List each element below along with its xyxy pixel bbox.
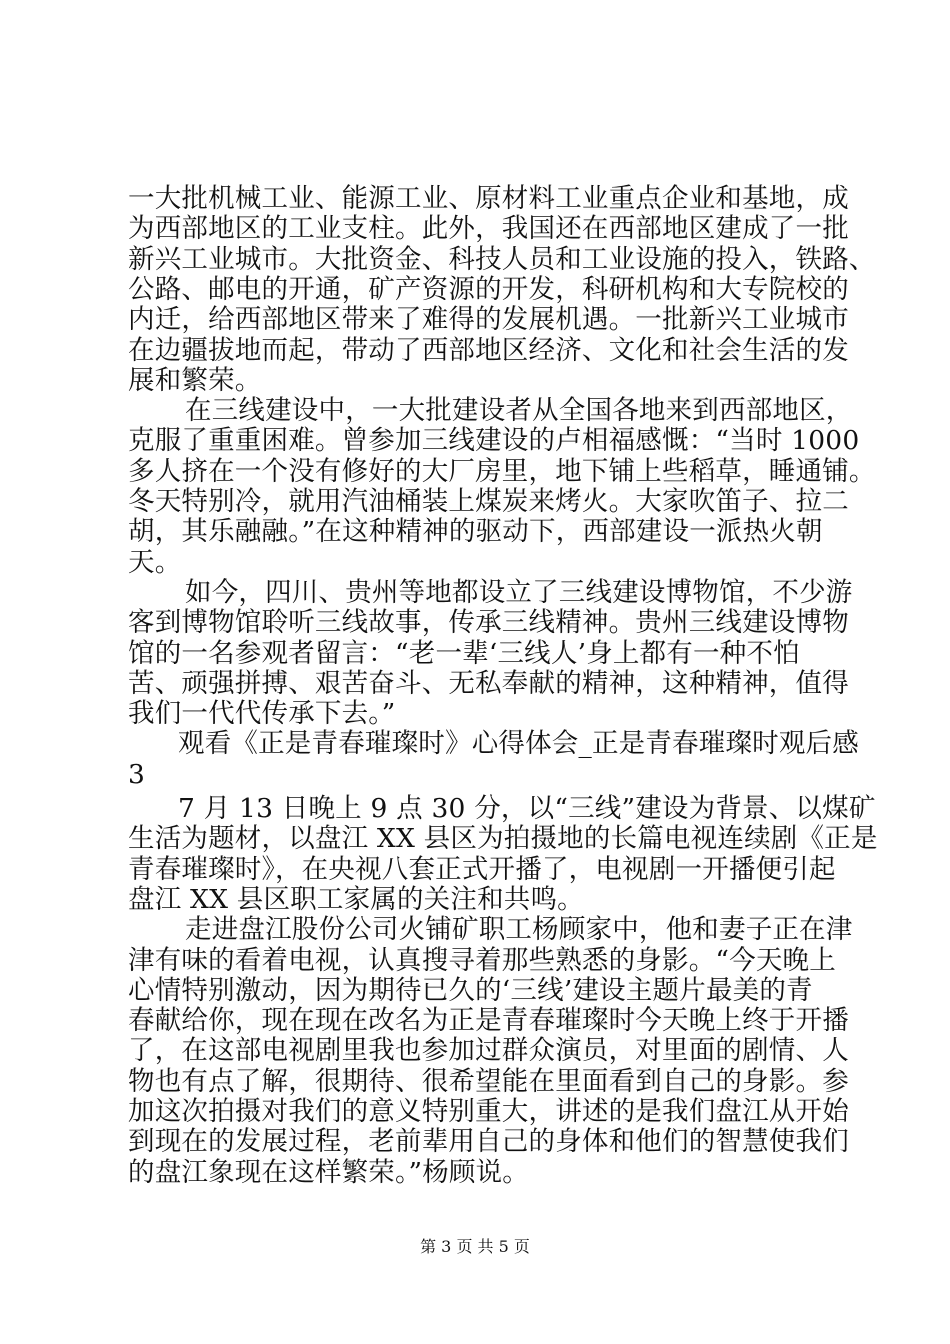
body-line: 生活为题材，以盘江 XX 县区为拍摄地的长篇电视连续剧《正是 (128, 823, 878, 855)
section-heading-number: 3 (128, 758, 146, 790)
body-line: 一大批机械工业、能源工业、原材料工业重点企业和基地，成 (128, 183, 849, 214)
body-line: 公路、邮电的开通，矿产资源的开发，科研机构和大专院校的 (128, 273, 849, 305)
body-line: 新兴工业城市。大批资金、科技人员和工业设施的投入，铁路、 (128, 243, 876, 275)
body-line: 苦、顽强拼搏、艰苦奋斗、无私奉献的精神，这种精神，值得 (128, 667, 849, 699)
body-line: 的盘江象现在这样繁荣。”杨顾说。 (128, 1156, 529, 1188)
body-line: 津有味的看着电视，认真搜寻着那些熟悉的身影。“今天晚上 (128, 944, 836, 976)
body-line: 天。 (128, 546, 182, 578)
body-line: 冬天特别冷，就用汽油桶装上煤炭来烤火。大家吹笛子、拉二 (128, 486, 849, 517)
body-line: 内迁，给西部地区带来了难得的发展机遇。一批新兴工业城市 (128, 304, 849, 336)
page-footer: 第 3 页 共 5 页 (420, 1237, 530, 1256)
body-line: 春献给你，现在现在改名为正是青春璀璨时今天晚上终于开播 (128, 1005, 849, 1037)
paragraph-start-line: 7 月 13 日晚上 9 点 30 分，以“三线”建设为背景、以煤矿 (178, 793, 876, 824)
body-line: 为西部地区的工业支柱。此外，我国还在西部地区建成了一批 (128, 213, 849, 245)
body-line: 展和繁荣。 (128, 364, 262, 396)
body-line: 克服了重重困难。曾参加三线建设的卢相福感慨：“当时 1000 (128, 425, 860, 457)
body-line: 客到博物馆聆听三线故事，传承三线精神。贵州三线建设博物 (128, 607, 849, 639)
body-line: 胡，其乐融融。”在这种精神的驱动下，西部建设一派热火朝 (128, 516, 823, 548)
body-line: 青春璀璨时》，在央视八套正式开播了，电视剧一开播便引起 (128, 853, 836, 885)
body-line: 加这次拍摄对我们的意义特别重大，讲述的是我们盘江从开始 (128, 1096, 849, 1127)
paragraph-start-line: 如今，四川、贵州等地都设立了三线建设博物馆，不少游 (185, 576, 853, 608)
section-heading: 观看《正是青春璀璨时》心得体会_正是青春璀璨时观后感 (178, 728, 859, 760)
paragraph-start-line: 走进盘江股份公司火铺矿职工杨顾家中，他和妻子正在津 (185, 914, 853, 946)
paragraph-start-line: 在三线建设中，一大批建设者从全国各地来到西部地区， (185, 395, 853, 427)
body-line: 到现在的发展过程，老前辈用自己的身体和他们的智慧使我们 (128, 1126, 849, 1158)
body-line: 我们一代代传承下去。” (128, 698, 396, 730)
body-line: 在边疆拔地而起，带动了西部地区经济、文化和社会生活的发 (128, 334, 849, 366)
body-line: 了，在这部电视剧里我也参加过群众演员，对里面的剧情、人 (128, 1035, 849, 1067)
body-line: 心情特别激动，因为期待已久的‘三线’建设主题片最美的青 (128, 974, 813, 1006)
body-line: 物也有点了解，很期待、很希望能在里面看到自己的身影。参 (128, 1065, 849, 1097)
body-line: 馆的一名参观者留言：“老一辈‘三线人’身上都有一种不怕 (128, 637, 800, 669)
body-line: 盘江 XX 县区职工家属的关注和共鸣。 (128, 883, 584, 915)
body-line: 多人挤在一个没有修好的大厂房里，地下铺上些稻草，睡通铺。 (128, 455, 876, 487)
